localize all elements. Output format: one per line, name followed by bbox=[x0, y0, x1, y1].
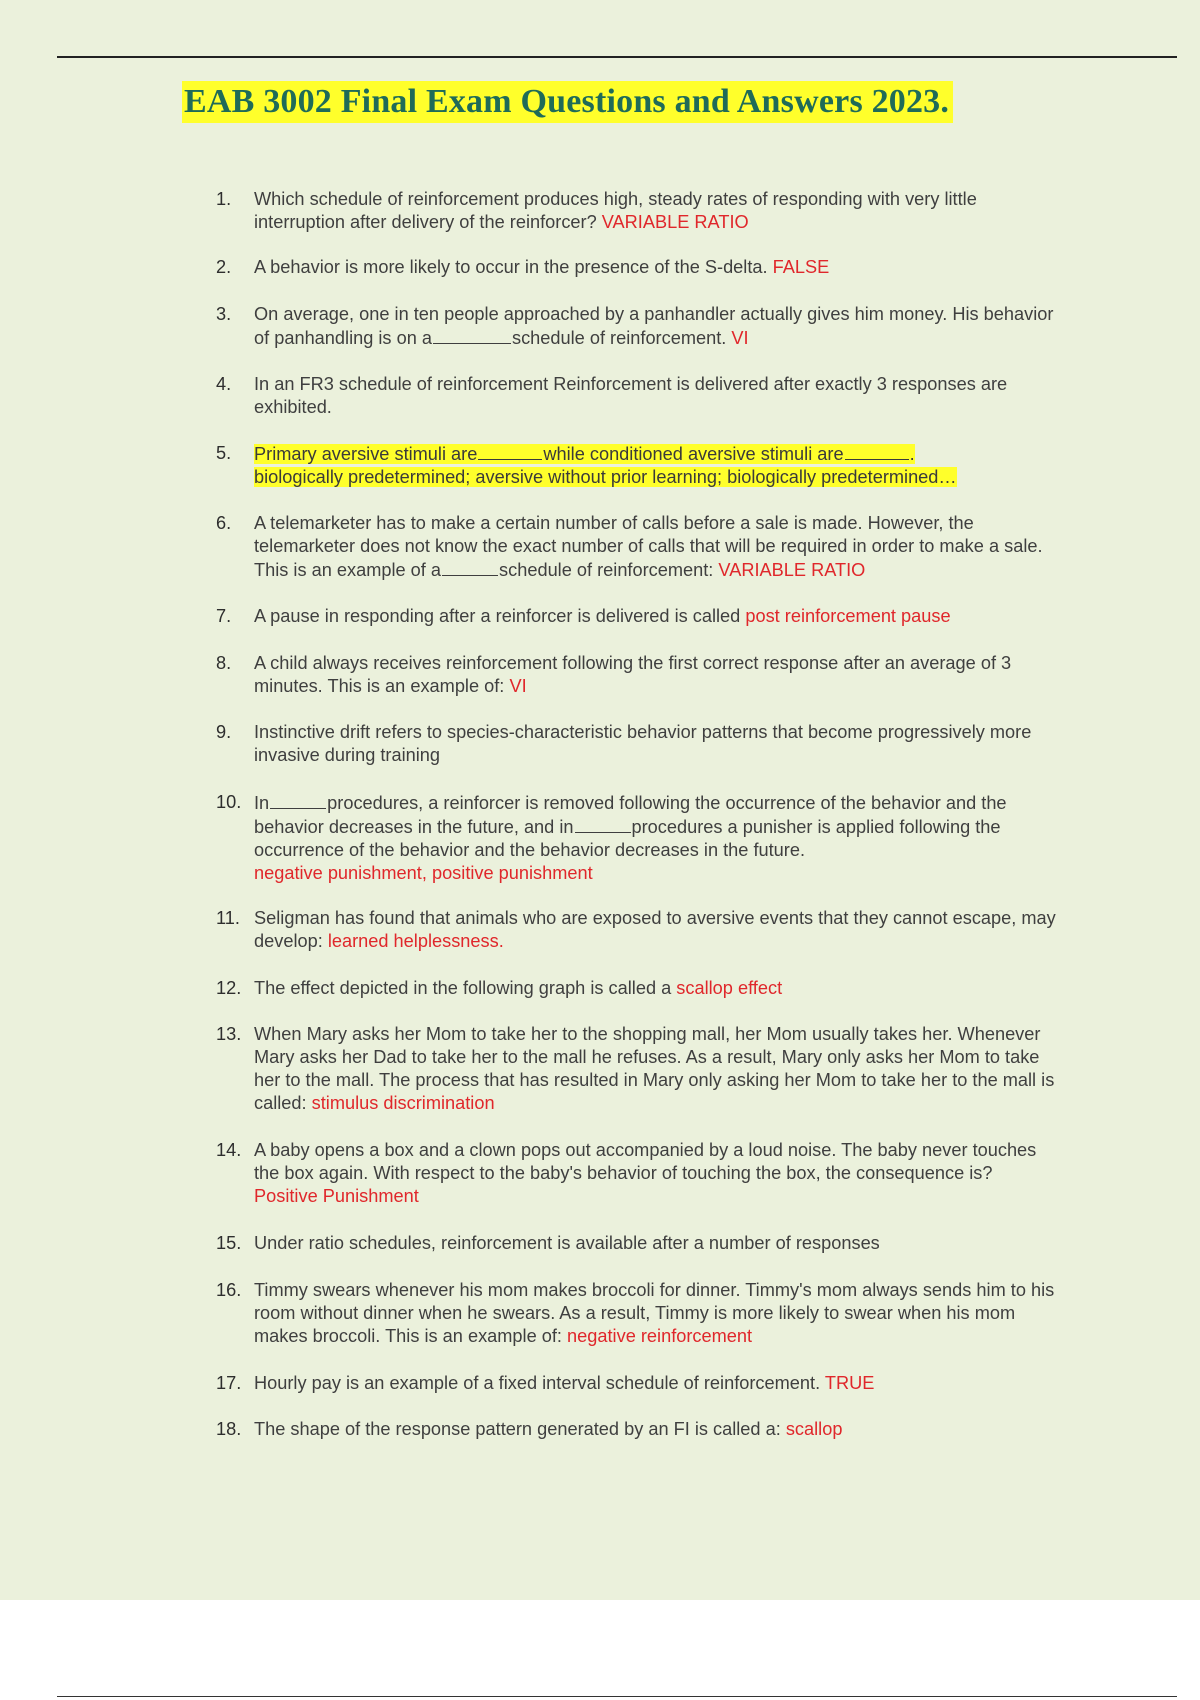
question-number: 18. bbox=[216, 1419, 242, 1439]
fill-in-blank bbox=[478, 442, 542, 460]
answer: VI bbox=[509, 676, 527, 696]
question-11 bbox=[216, 907, 1056, 953]
question-15 bbox=[216, 1232, 1056, 1255]
question-text: A pause in responding after a reinforcer is delivered is called bbox=[254, 606, 741, 626]
answer: scallop bbox=[785, 1419, 843, 1439]
question-text: Hourly pay is an example of a fixed interval schedule of reinforcement. bbox=[254, 1373, 821, 1393]
question-text: A behavior is more likely to occur in the presence of the S-delta. bbox=[254, 257, 768, 277]
question-number: 2. bbox=[216, 257, 232, 277]
answer: negative reinforcement bbox=[567, 1326, 753, 1346]
bottom-rule bbox=[57, 1696, 1177, 1697]
question-number: 14. bbox=[216, 1140, 242, 1160]
question-number: 9. bbox=[216, 722, 232, 742]
answer: FALSE bbox=[772, 257, 830, 277]
question-number: 11. bbox=[216, 908, 240, 928]
question-13 bbox=[216, 1023, 1056, 1115]
question-16 bbox=[216, 1279, 1056, 1348]
question-number: 4. bbox=[216, 374, 232, 394]
question-number: 12. bbox=[216, 978, 242, 998]
question-text: A child always receives reinforcement following the first correct response after an average of 3 minutes. This is an example of: bbox=[254, 653, 1012, 696]
answer: VARIABLE RATIO bbox=[718, 560, 866, 580]
question-text: Seligman has found that animals who are exposed to aversive events that they cannot escape, may develop: bbox=[254, 908, 1056, 951]
question-number: 6. bbox=[216, 513, 232, 533]
question-text: In an FR3 schedule of reinforcement Reinforcement is delivered after exactly 3 responses are exhibited. bbox=[254, 374, 1008, 417]
answer: VARIABLE RATIO bbox=[601, 212, 749, 232]
question-number: 10. bbox=[216, 792, 242, 812]
question-text: procedures, a reinforcer is removed following the occurrence of the behavior and the behavior decreases in the future, and in bbox=[254, 793, 1007, 837]
question-text: The shape of the response pattern generated by an FI is called a: bbox=[254, 1419, 781, 1439]
question-text: Under ratio schedules, reinforcement is available after a number of responses bbox=[254, 1233, 880, 1253]
question-text: procedures a punisher is applied following the occurrence of the behavior and the behavior decreases in the future. bbox=[254, 817, 1001, 860]
answer: learned helplessness. bbox=[327, 931, 504, 951]
top-rule bbox=[57, 56, 1177, 58]
question-9 bbox=[216, 721, 1056, 767]
question-text: Instinctive drift refers to species-characteristic behavior patterns that become progressively more invasive during training bbox=[254, 722, 1032, 765]
question-number: 8. bbox=[216, 653, 232, 673]
question-number: 15. bbox=[216, 1233, 242, 1253]
answer: Positive Punishment bbox=[254, 1186, 419, 1206]
highlighted-question-text bbox=[254, 444, 957, 487]
question-14 bbox=[216, 1139, 1056, 1208]
question-text: The effect depicted in the following graph is called a bbox=[254, 978, 672, 998]
question-7 bbox=[216, 605, 1056, 628]
answer: post reinforcement pause bbox=[745, 606, 951, 626]
fill-in-blank bbox=[442, 558, 498, 576]
question-12 bbox=[216, 977, 1056, 1000]
question-text: Primary aversive stimuli are bbox=[254, 444, 478, 464]
fill-in-blank bbox=[845, 442, 909, 460]
question-number: 7. bbox=[216, 606, 232, 626]
question-text: schedule of reinforcement. bbox=[511, 328, 727, 348]
question-number: 17. bbox=[216, 1373, 242, 1393]
question-number: 13. bbox=[216, 1024, 242, 1044]
question-text: A telemarketer has to make a certain number of calls before a sale is made. However, the telemarketer does not know the exact number of calls that will be required in order to make a sale. This is an example of a bbox=[254, 513, 1043, 580]
question-6 bbox=[216, 512, 1056, 582]
answer: stimulus discrimination bbox=[311, 1093, 495, 1113]
title-block bbox=[182, 81, 953, 123]
question-text: . bbox=[909, 444, 915, 464]
question-18 bbox=[216, 1418, 1056, 1441]
question-number: 1. bbox=[216, 189, 232, 209]
question-5 bbox=[216, 442, 1056, 489]
question-number: 16. bbox=[216, 1280, 242, 1300]
question-10 bbox=[216, 791, 1056, 885]
fill-in-blank bbox=[575, 815, 631, 833]
question-17 bbox=[216, 1372, 1056, 1395]
question-number: 5. bbox=[216, 443, 232, 463]
question-text: A baby opens a box and a clown pops out accompanied by a loud noise. The baby never touches the box again. With respect to the baby's behavior of touching the box, the consequence is? bbox=[254, 1140, 1037, 1183]
question-text: Timmy swears whenever his mom makes broccoli for dinner. Timmy's mom always sends him to his room without dinner when he swears. As a result, Timmy is more likely to swear when his mom makes broccoli. This is an example of: bbox=[254, 1280, 1055, 1346]
answer: VI bbox=[731, 328, 749, 348]
question-text: On average, one in ten people approached by a panhandler actually gives him money. His behavior of panhandling is on a bbox=[254, 304, 1054, 348]
question-3 bbox=[216, 303, 1056, 350]
answer-text: biologically predetermined; aversive without prior learning; biologically predetermined… bbox=[254, 467, 957, 487]
answer: TRUE bbox=[824, 1373, 875, 1393]
question-1 bbox=[216, 188, 1056, 234]
answer: negative punishment, positive punishment bbox=[254, 863, 593, 883]
question-8 bbox=[216, 652, 1056, 698]
question-text: schedule of reinforcement: bbox=[499, 560, 714, 580]
question-number: 3. bbox=[216, 304, 232, 324]
question-text: Which schedule of reinforcement produces high, steady rates of responding with very little interruption after delivery of the reinforcer? bbox=[254, 189, 977, 232]
answer: scallop effect bbox=[676, 978, 783, 998]
question-text: while conditioned aversive stimuli are bbox=[543, 444, 844, 464]
question-2 bbox=[216, 256, 1056, 279]
question-text: In bbox=[254, 793, 270, 813]
fill-in-blank bbox=[270, 791, 326, 809]
fill-in-blank bbox=[433, 326, 511, 344]
page-title: EAB 3002 Final Exam Questions and Answers 2023. bbox=[182, 81, 953, 123]
question-text: When Mary asks her Mom to take her to the shopping mall, her Mom usually takes her. Whenever Mary asks her Dad to take her to the mall he refuses. As a result, Mary only asks her Mom to take her to the mall. The process that has resulted in Mary only asking her Mom to take her to the mall is called: bbox=[254, 1024, 1055, 1113]
question-4 bbox=[216, 373, 1056, 419]
